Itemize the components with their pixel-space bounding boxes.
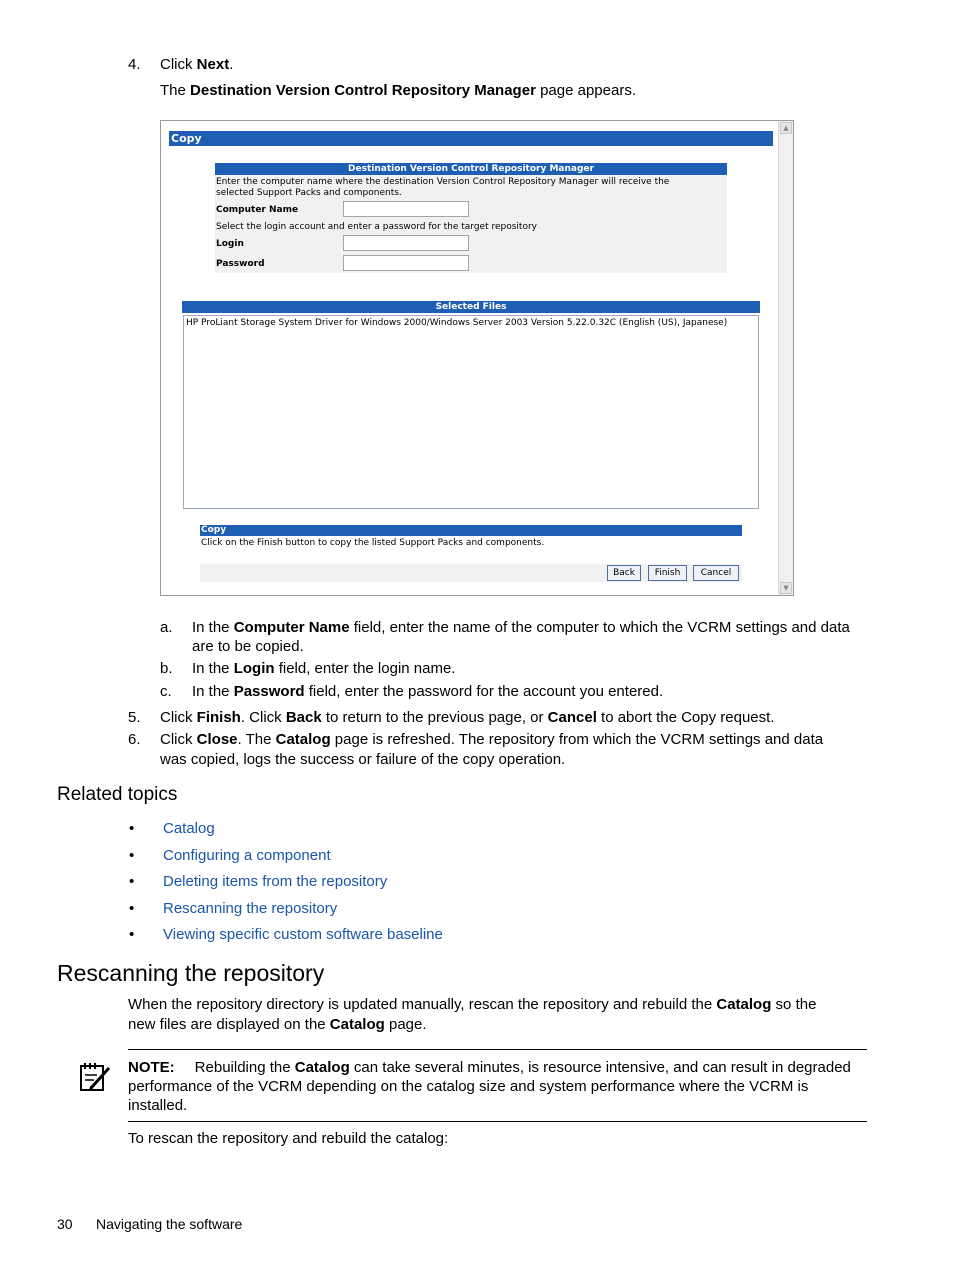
bullet-icon: • [129,900,135,917]
rescan-paragraph-line2: new files are displayed on the Catalog page. [128,1016,427,1033]
page-number: 30 [57,1216,73,1232]
password-label: Password [216,259,265,269]
copy-instruction: Click on the Finish button to copy the listed Support Packs and components. [201,538,545,548]
related-topics-heading: Related topics [57,784,178,805]
step-number: 4. [128,56,141,73]
note-top-rule [128,1049,867,1050]
note-label: NOTE: [128,1059,175,1076]
login-intro: Select the login account and enter a password for the target repository [216,222,537,232]
login-input[interactable] [343,235,469,251]
rescan-paragraph-line1: When the repository directory is updated manually, rescan the repository and rebuild the Catalog so the [128,996,817,1013]
back-button[interactable]: Back [607,565,641,581]
destination-form [215,163,727,273]
substep-a-continued: are to be copied. [192,638,304,655]
note-bottom-rule [128,1121,867,1122]
note-pencil-icon [78,1062,112,1094]
rescanning-heading: Rescanning the repository [57,960,325,986]
bullet-icon: • [129,926,135,943]
cancel-button[interactable]: Cancel [693,565,739,581]
copy-title-bar: Copy [169,131,773,146]
copy-dialog-screenshot [160,120,794,596]
bullet-icon: • [129,820,135,837]
destination-intro-line1: Enter the computer name where the destination Version Control Repository Manager will receive the [216,177,670,187]
note-line2: performance of the VCRM depending on the catalog size and system performance where the VCRM is [128,1078,809,1095]
link-deleting-items[interactable]: Deleting items from the repository [163,873,388,890]
computer-name-label: Computer Name [216,205,299,215]
step-text: Click Next. [160,56,234,73]
destination-intro-line2: selected Support Packs and components. [216,188,402,198]
finish-button[interactable]: Finish [648,565,687,581]
bullet-icon: • [129,847,135,864]
destination-header: Destination Version Control Repository Manager [215,163,727,175]
copy-section-header: Copy [200,525,742,536]
link-viewing-baseline[interactable]: Viewing specific custom software baseline [163,926,443,943]
rescan-intro: To rescan the repository and rebuild the catalog: [128,1130,449,1147]
list-item[interactable]: HP ProLiant Storage System Driver for Windows 2000/Windows Server 2003 Version 5.22.0.32C (English (US), Japanese) [186,318,728,328]
note-line1: NOTE: Rebuilding the Catalog can take several minutes, is resource intensive, and can result in degraded [128,1059,851,1076]
vertical-scrollbar[interactable] [778,121,793,595]
step-6-continued: was copied, logs the success or failure of the copy operation. [160,751,566,768]
step-4-result: The Destination Version Control Repository Manager page appears. [160,82,636,99]
link-configuring-component[interactable]: Configuring a component [163,847,331,864]
login-label: Login [216,239,244,249]
scroll-down-arrow-icon[interactable]: ▼ [780,582,792,594]
note-line3: installed. [128,1097,188,1114]
scroll-up-arrow-icon[interactable]: ▲ [780,122,792,134]
bullet-icon: • [129,873,135,890]
link-rescanning[interactable]: Rescanning the repository [163,900,338,917]
footer-section: Navigating the software [96,1216,243,1232]
password-input[interactable] [343,255,469,271]
selected-files-list[interactable] [183,315,759,509]
selected-files-header: Selected Files [182,301,760,313]
computer-name-input[interactable] [343,201,469,217]
link-catalog[interactable]: Catalog [163,820,215,837]
